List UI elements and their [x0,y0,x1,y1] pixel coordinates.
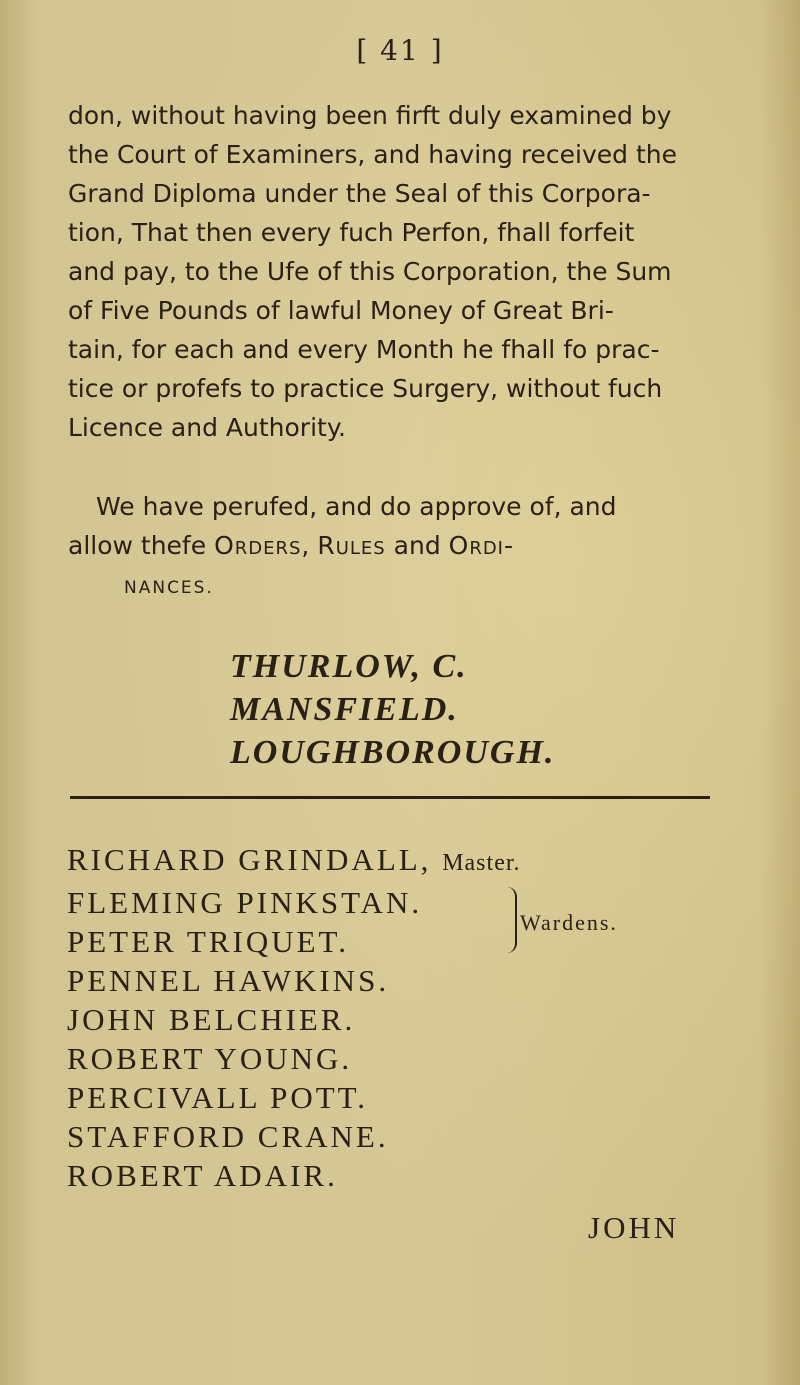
text-line: don, without having been firft duly examined by [68,101,672,130]
text-line: We have perufed, and do approve of, and [96,492,617,521]
signature-mansfield: MANSFIELD. [230,691,459,728]
text-line [68,565,718,608]
wardens-group [67,883,767,961]
catchword: JOHN [588,1210,680,1245]
text-fragment: allow thefe [68,531,215,560]
divider-rule [70,796,710,799]
text-line: tion, That then every fuch Perfon, fhall forfeit [68,218,635,247]
master-name: RICHARD GRINDALL, [67,842,443,877]
master-line [67,840,767,883]
paragraph-forfeit-clause [68,96,718,447]
brace-icon [503,887,517,953]
member-name: ROBERT YOUNG. [67,1041,353,1076]
wardens-label: Wardens. [520,910,618,935]
orders-word: Orders [214,531,302,560]
nances-word: NANCES. [124,578,214,598]
paragraph-approval [68,487,718,608]
text-line: Licence and Authority. [68,413,346,442]
text-line: tice or profefs to practice Surgery, without fuch [68,374,663,403]
officers-list [67,840,767,1195]
member-name: PENNEL HAWKINS. [67,963,390,998]
text-fragment: and [385,531,449,560]
text-line [68,526,718,565]
member-name: STAFFORD CRANE. [67,1119,389,1154]
member-name: PERCIVALL POTT. [67,1080,369,1115]
text-line: tain, for each and every Month he fhall fo prac- [68,335,660,364]
rules-word: Rules [317,531,386,560]
signature-thurlow: THURLOW, C. [230,648,468,685]
member-name: ROBERT ADAIR. [67,1158,338,1193]
warden-name: PETER TRIQUET. [67,924,349,959]
text-line: Grand Diploma under the Seal of this Corpora- [68,179,651,208]
text-line: of Five Pounds of lawful Money of Great Bri- [68,296,614,325]
signature-loughborough: LOUGHBOROUGH. [230,734,556,771]
member-name: JOHN BELCHIER. [67,1002,356,1037]
ordinances-word: Ordi- [448,531,515,560]
text-line: and pay, to the Ufe of this Corporation, the Sum [68,257,672,286]
text-line: the Court of Examiners, and having received the [68,140,678,169]
text-fragment: , [301,531,318,560]
warden-name: FLEMING PINKSTAN. [67,885,423,920]
master-role: Master. [442,850,521,876]
signatures [230,645,750,774]
page-number: [ 41 ] [356,34,444,67]
